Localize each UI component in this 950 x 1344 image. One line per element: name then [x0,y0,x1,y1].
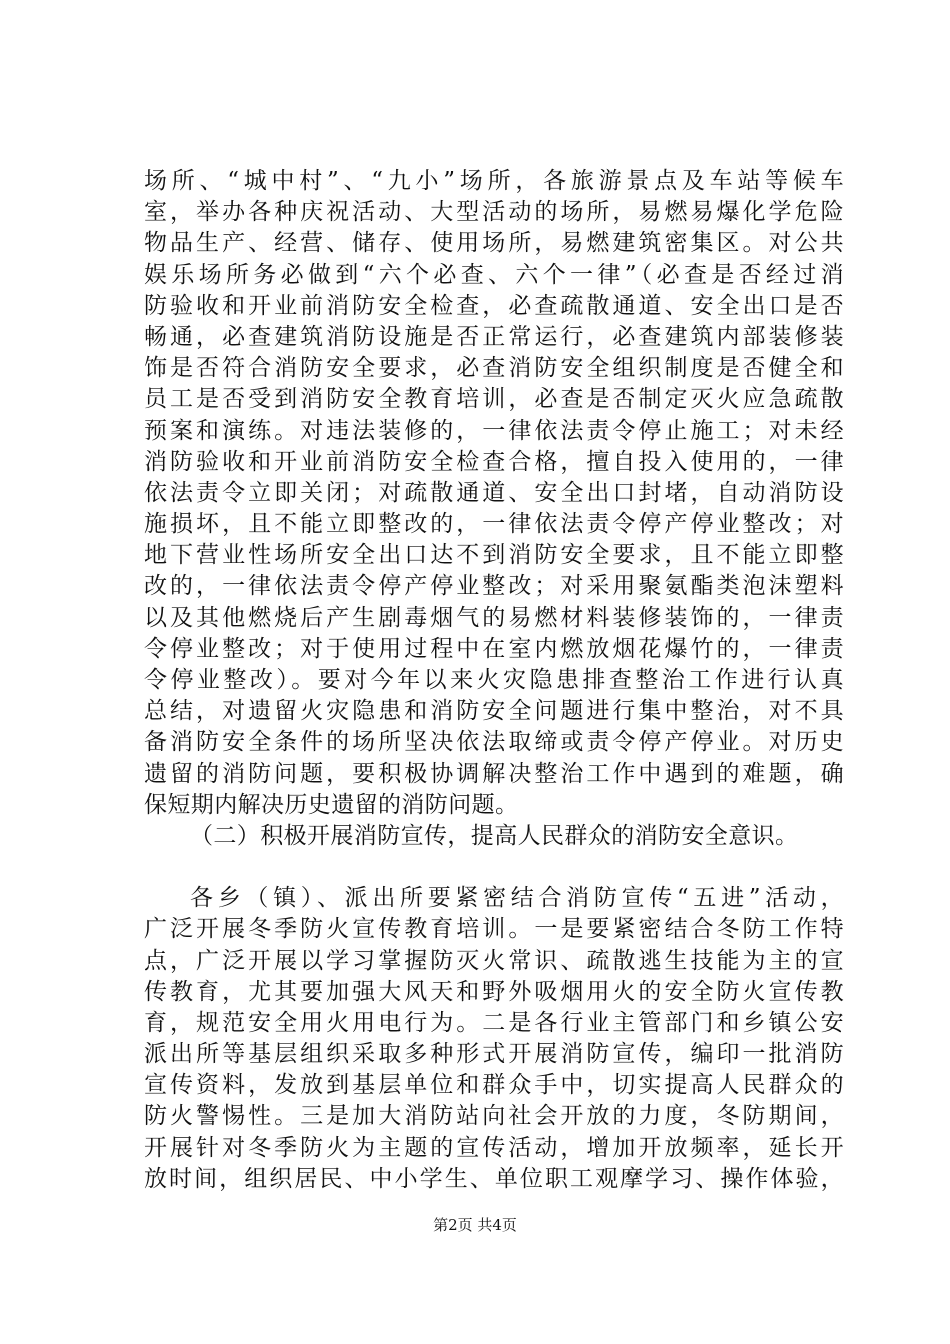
text-line: 室，举办各种庆祝活动、大型活动的场所，易燃易爆化学危险 [144,199,844,226]
text-line: 场所、“城中村”、“九小”场所，各旅游景点及车站等候车 [144,168,844,194]
text-line: 放时间，组织居民、中小学生、单位职工观摩学习、操作体验， [144,1165,844,1192]
paragraph-2 [144,883,844,1195]
text-line: 防验收和开业前消防安全检查，必查疏散通道、安全出口是否 [144,292,844,319]
page-number-footer: 第2页 共4页 [433,1216,517,1234]
text-line: 各乡（镇）、派出所要紧密结合消防宣传“五进”活动， [190,885,844,912]
text-line: 派出所等基层组织采取多种形式开展消防宣传，编印一批消防 [144,1041,844,1068]
text-line: 总结，对遗留火灾隐患和消防安全问题进行集中整治，对不具 [144,698,844,725]
text-line: 物品生产、经营、储存、使用场所，易燃建筑密集区。对公共 [144,230,844,257]
text-line: 育，规范安全用火用电行为。二是各行业主管部门和乡镇公安 [144,1009,844,1036]
text-line: 点，广泛开展以学习掌握防灭火常识、疏散逃生技能为主的宣 [144,947,844,974]
paragraph-1 [144,166,844,821]
text-line: 消防验收和开业前消防安全检查合格，擅自投入使用的，一律 [144,448,844,475]
section-heading-2: （二）积极开展消防宣传，提高人民群众的消防安全意识。 [190,822,799,849]
paragraph-gap [144,852,844,883]
text-line: 遗留的消防问题，要积极协调解决整治工作中遇到的难题，确 [144,760,844,787]
text-line: 依法责令立即关闭；对疏散通道、安全出口封堵，自动消防设 [144,479,844,506]
text-line: 广泛开展冬季防火宣传教育培训。一是要紧密结合冬防工作特 [144,916,844,943]
text-line: 开展针对冬季防火为主题的宣传活动，增加开放频率，延长开 [144,1134,844,1161]
text-line: 施损坏，且不能立即整改的，一律依法责令停产停业整改；对 [144,511,844,538]
text-line: 预案和演练。对违法装修的，一律依法责令停止施工；对未经 [144,417,844,444]
text-line: 员工是否受到消防安全教育培训，必查是否制定灭火应急疏散 [144,386,844,413]
text-line: 地下营业性场所安全出口达不到消防安全要求，且不能立即整 [144,542,844,569]
text-line: 畅通，必查建筑消防设施是否正常运行，必查建筑内部装修装 [144,323,844,350]
text-line: 娱乐场所务必做到“六个必查、六个一律”（必查是否经过消 [144,261,844,288]
document-body [144,166,844,1195]
text-line: 令停业整改；对于使用过程中在室内燃放烟花爆竹的，一律责 [144,635,844,662]
text-line: 以及其他燃烧后产生剧毒烟气的易燃材料装修装饰的，一律责 [144,604,844,631]
text-line: 防火警惕性。三是加大消防站向社会开放的力度，冬防期间， [144,1103,844,1130]
text-line: 宣传资料，发放到基层单位和群众手中，切实提高人民群众的 [144,1072,844,1099]
text-line: 令停业整改）。要对今年以来火灾隐患排查整治工作进行认真 [144,667,844,693]
text-line: 保短期内解决历史遗留的消防问题。 [144,791,519,818]
text-line: 传教育，尤其要加强大风天和野外吸烟用火的安全防火宣传教 [144,978,844,1005]
text-line: 饰是否符合消防安全要求，必查消防安全组织制度是否健全和 [144,355,844,382]
text-line: 备消防安全条件的场所坚决依法取缔或责令停产停业。对历史 [144,729,844,756]
text-line: 改的，一律依法责令停产停业整改；对采用聚氨酯类泡沫塑料 [144,573,844,600]
